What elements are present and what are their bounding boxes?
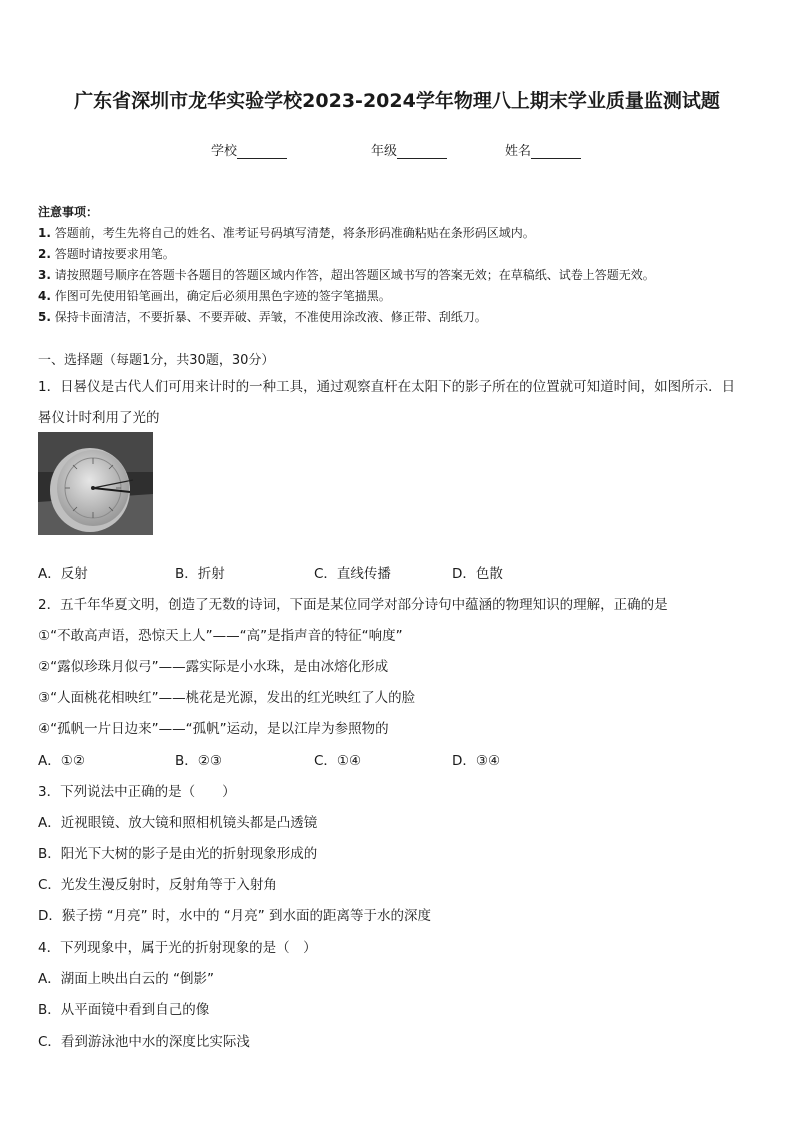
- sundial-icon: [38, 432, 153, 535]
- q1-option-b[interactable]: B．折射: [175, 566, 225, 582]
- q2-item-4: ④“孤帆一片日边来”——“孤帆”运动，是以江岸为参照物的: [38, 721, 389, 737]
- q2-option-b[interactable]: B．②③: [175, 753, 222, 769]
- q2-option-c[interactable]: C．①④: [314, 753, 362, 769]
- q2-item-3: ③“人面桃花相映红”——桃花是光源，发出的红光映红了人的脸: [38, 690, 416, 706]
- sundial-image: [38, 432, 153, 535]
- document-title: 广东省深圳市龙华实验学校2023-2024学年物理八上期末学业质量监测试题: [74, 90, 720, 112]
- grade-blank[interactable]: [397, 146, 447, 159]
- school-label: 学校: [211, 144, 238, 159]
- q1-option-c[interactable]: C．直线传播: [314, 566, 391, 582]
- section-heading: 一、选择题（每题1分，共30题，30分）: [38, 353, 275, 368]
- q3-stem: 3．下列说法中正确的是（ ）: [38, 784, 236, 800]
- name-field[interactable]: [505, 140, 581, 159]
- q4-option-c[interactable]: C．看到游泳池中水的深度比实际浅: [38, 1034, 250, 1050]
- q2-item-2: ②“露似珍珠月似弓”——露实际是小水珠，是由冰熔化形成: [38, 659, 389, 675]
- q3-option-b[interactable]: B．阳光下大树的影子是由光的折射现象形成的: [38, 846, 318, 862]
- note-item: 3. 请按照题号顺序在答题卡各题目的答题区域内作答，超出答题区域书写的答案无效；在草稿纸、试卷上答题无效。: [38, 268, 655, 282]
- q2-option-a[interactable]: A．①②: [38, 753, 85, 769]
- q2-item-1: ①“不敢高声语，恐惊天上人”——“高”是指声音的特征“响度”: [38, 628, 403, 644]
- q3-option-d[interactable]: D．猴子捞 “月亮” 时，水中的 “月亮” 到水面的距离等于水的深度: [38, 908, 432, 924]
- notes-heading: 注意事项：: [38, 205, 99, 219]
- note-item: 5. 保持卡面清洁，不要折暴、不要弄破、弄皱，不准使用涂改液、修正带、刮纸刀。: [38, 310, 487, 324]
- q2-option-d[interactable]: D．③④: [452, 753, 501, 769]
- q3-option-a[interactable]: A．近视眼镜、放大镜和照相机镜头都是凸透镜: [38, 815, 318, 831]
- school-field[interactable]: [211, 140, 287, 159]
- note-item: 1. 答题前，考生先将自己的姓名、准考证号码填写清楚，将条形码准确粘贴在条形码区域内。: [38, 226, 535, 240]
- note-item: 2. 答题时请按要求用笔。: [38, 247, 175, 261]
- q1-stem-line1: 1．日晷仪是古代人们可用来计时的一种工具，通过观察直杆在太阳下的影子所在的位置就可知道时间，如图所示．日: [38, 379, 736, 395]
- q2-stem: 2．五千年华夏文明，创造了无数的诗词，下面是某位同学对部分诗句中蕴涵的物理知识的理解，正确的是: [38, 597, 668, 613]
- note-item: 4. 作图可先使用铅笔画出，确定后必须用黑色字迹的签字笔描黑。: [38, 289, 391, 303]
- q4-option-a[interactable]: A．湖面上映出白云的 “倒影”: [38, 971, 215, 987]
- q1-stem-line2: 晷仪计时利用了光的: [38, 410, 160, 426]
- q1-option-a[interactable]: A．反射: [38, 566, 88, 582]
- school-blank[interactable]: [237, 146, 287, 159]
- q4-stem: 4．下列现象中，属于光的折射现象的是（ ）: [38, 940, 317, 956]
- q3-option-c[interactable]: C．光发生漫反射时，反射角等于入射角: [38, 877, 277, 893]
- grade-field[interactable]: [371, 140, 447, 159]
- q4-option-b[interactable]: B．从平面镜中看到自己的像: [38, 1002, 210, 1018]
- q1-option-d[interactable]: D．色散: [452, 566, 503, 582]
- name-blank[interactable]: [531, 146, 581, 159]
- grade-label: 年级: [371, 144, 398, 159]
- name-label: 姓名: [505, 144, 532, 159]
